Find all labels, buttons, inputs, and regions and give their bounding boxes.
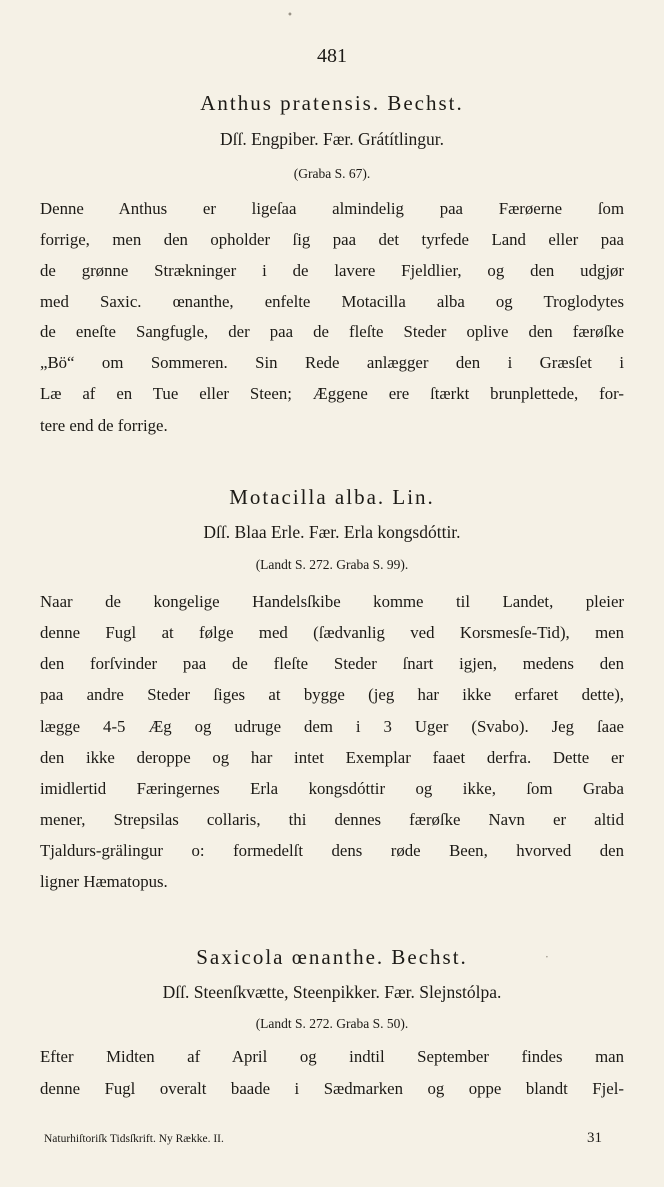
common-names-anthus: Dſſ. Engpiber. Fær. Grátítlingur. <box>219 129 445 149</box>
text-line: med Saxic. œnanthe, enfelte Motacilla alba og Troglodytes <box>40 292 624 311</box>
text-line: mener, Strepsilas collaris, thi dennes færøſke Navn er altid <box>40 810 624 829</box>
species-heading-saxicola: Saxicola œnanthe. Bechst. <box>196 945 468 969</box>
text-line: den ikke deroppe og har intet Exemplar faaet derfra. Dette er <box>40 748 624 767</box>
reference-motacilla: (Landt S. 272. Graba S. 99). <box>255 557 409 572</box>
text-line: tere end de forrige. <box>40 416 168 435</box>
print-mark: · <box>545 950 549 964</box>
text-line: de eneſte Sangfugle, der paa de fleſte Steder oplive den færøſke <box>40 322 624 341</box>
text-line: Denne Anthus er ligeſaa almindelig paa Færøerne ſom <box>40 199 624 218</box>
text-line: „Bö“ om Sommeren. Sin Rede anlægger den i Græsſet i <box>40 353 624 372</box>
text-line: denne Fugl at følge med (ſædvanlig ved Korsmesſe-Tid), men <box>40 623 624 642</box>
print-mark: • <box>287 10 293 21</box>
journal-footer: Naturhiſtoriſk Tidsſkrift. Ny Række. II. <box>44 1133 224 1145</box>
common-names-motacilla: Dſſ. Blaa Erle. Fær. Erla kongsdóttir. <box>203 522 461 542</box>
text-line: denne Fugl overalt baade i Sædmarken og oppe blandt Fjel- <box>40 1079 624 1098</box>
text-line: forrige, men den opholder ſig paa det tyrfede Land eller paa <box>40 230 624 249</box>
text-line: Efter Midten af April og indtil September findes man <box>40 1047 624 1066</box>
common-names-saxicola: Dſſ. Steenſkvætte, Steenpikker. Fær. Slejnstólpa. <box>162 982 502 1002</box>
text-line: paa andre Steder ſiges at bygge (jeg har ikke erfaret dette), <box>40 685 624 704</box>
species-heading-anthus: Anthus pratensis. Bechst. <box>200 91 464 115</box>
species-heading-motacilla: Motacilla alba. Lin. <box>229 485 435 509</box>
text-line: ligner Hæmatopus. <box>40 872 168 891</box>
page-number: 481 <box>317 45 347 67</box>
text-line: imidlertid Færingernes Erla kongsdóttir og ikke, ſom Graba <box>40 779 624 798</box>
signature-number: 31 <box>587 1130 602 1146</box>
text-line: Tjaldurs-grälingur o: formedelſt dens røde Been, hvorved den <box>40 841 624 860</box>
text-line: de grønne Strækninger i de lavere Fjeldlier, og den udgjør <box>40 261 624 280</box>
reference-saxicola: (Landt S. 272. Graba S. 50). <box>255 1016 409 1031</box>
text-line: lægge 4-5 Æg og udruge dem i 3 Uger (Svabo). Jeg ſaae <box>40 717 624 736</box>
text-line: Læ af en Tue eller Steen; Æggene ere ſtærkt brunplettede, for- <box>40 384 624 403</box>
text-line: Naar de kongelige Handelsſkibe komme til Landet, pleier <box>40 592 624 611</box>
reference-anthus: (Graba S. 67). <box>293 166 371 181</box>
text-line: den forſvinder paa de fleſte Steder ſnart igjen, medens den <box>40 654 624 673</box>
